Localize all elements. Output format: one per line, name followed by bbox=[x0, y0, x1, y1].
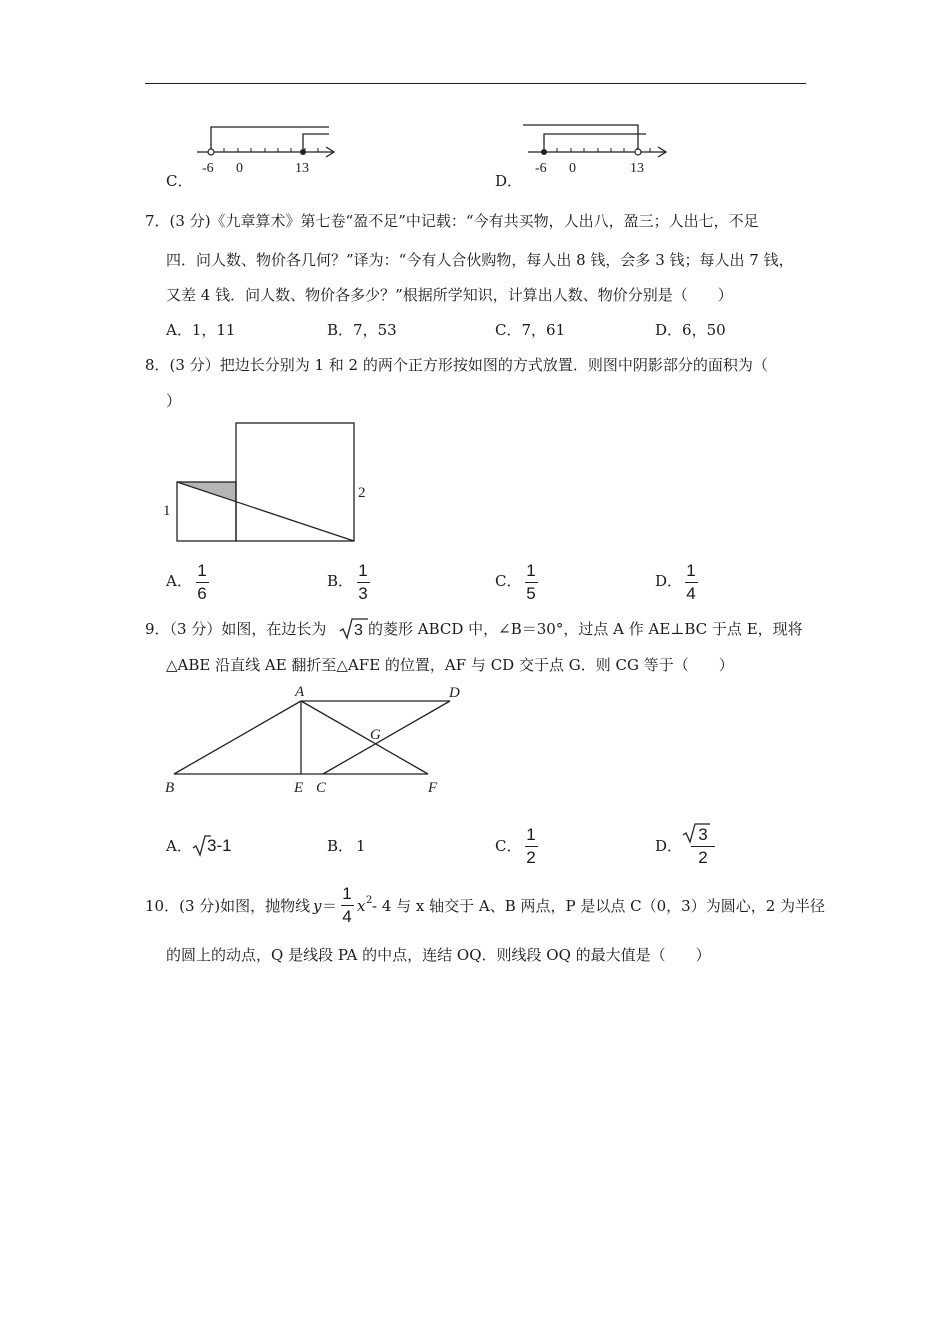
q8-option-a-fraction bbox=[192, 561, 212, 604]
point-label-f: F bbox=[428, 780, 438, 796]
q7-line-2: 四．问人数、物价各几何？”译为：“今有人合伙购物，每人出 8 钱，会多 3 钱；每人出 7 钱， bbox=[166, 251, 794, 269]
denominator: 2 bbox=[526, 848, 536, 867]
q8-option-b-label: B． bbox=[327, 572, 354, 590]
q9-line-1b: 的菱形 ABCD 中，∠B＝30°，过点 A 作 AE⊥BC 于点 E，现将 bbox=[368, 620, 803, 638]
number-line-d bbox=[520, 122, 675, 177]
numerator: 1 bbox=[526, 561, 536, 580]
q9-option-d-fraction bbox=[690, 825, 716, 868]
q8-line-1: 8．(3 分）把边长分别为 1 和 2 的两个正方形按如图的方式放置．则图中阴影部分的面积为（ bbox=[145, 356, 768, 374]
denominator: 3 bbox=[358, 584, 368, 603]
tick-label: 0 bbox=[236, 161, 243, 176]
tick-label: 13 bbox=[295, 161, 309, 176]
q10-fraction bbox=[337, 884, 357, 927]
q7-option-a: A．1，11 bbox=[166, 321, 236, 339]
q10-line-1a: 10．(3 分)如图，抛物线 bbox=[145, 897, 311, 915]
side-label-2: 2 bbox=[358, 485, 366, 501]
q8-option-c-label: C． bbox=[495, 572, 522, 590]
q9-option-b-label: B． bbox=[327, 837, 354, 855]
q6-option-d: D． bbox=[495, 172, 523, 190]
denominator: 6 bbox=[197, 584, 207, 603]
q9-option-b-value: 1 bbox=[356, 837, 366, 855]
side-label-1: 1 bbox=[163, 503, 171, 519]
q9-sqrt-radicand: 3 bbox=[354, 622, 363, 639]
q9-option-c-fraction bbox=[521, 825, 541, 868]
denominator: 4 bbox=[342, 907, 352, 926]
q7-line-3: 又差 4 钱．问人数、物价各多少？”根据所学知识，计算出人数、物价分别是（ ） bbox=[166, 286, 733, 304]
point-label-g: G bbox=[370, 727, 381, 743]
q8-option-b-fraction bbox=[353, 561, 373, 604]
numerator: 1 bbox=[686, 561, 696, 580]
numerator: 1 bbox=[358, 561, 368, 580]
q7-line-1: 7．(3 分)《九章算术》第七卷“盈不足”中记载：“今有共买物，人出八，盈三；人出七，不足 bbox=[145, 212, 759, 230]
q9-line-1a: 9．（3 分）如图，在边长为 bbox=[145, 620, 327, 638]
point-label-b: B bbox=[165, 780, 175, 796]
q10-line-2: 的圆上的动点，Q 是线段 PA 的中点，连结 OQ．则线段 OQ 的最大值是（ ） bbox=[166, 946, 711, 964]
q10-x: x bbox=[357, 897, 366, 915]
denominator: 5 bbox=[526, 584, 536, 603]
q9-option-a-value: 3-1 bbox=[207, 836, 232, 855]
q10-sup: 2 bbox=[366, 895, 373, 906]
point-label-a: A bbox=[295, 684, 305, 700]
q8-option-c-fraction bbox=[521, 561, 541, 604]
q10-eq: ＝ bbox=[322, 897, 338, 915]
q8-option-a-label: A． bbox=[166, 572, 192, 590]
point-label-d: D bbox=[449, 685, 460, 701]
q9-line-2: △ABE 沿直线 AE 翻折至△AFE 的位置，AF 与 CD 交于点 G．则 CG 等于（ ） bbox=[166, 656, 734, 674]
point-label-c: C bbox=[316, 780, 327, 796]
q8-option-d-fraction bbox=[681, 561, 701, 604]
numerator: 1 bbox=[197, 561, 207, 580]
numerator: 1 bbox=[526, 825, 536, 844]
q10-line-1b: - 4 与 x 轴交于 A、B 两点，P 是以点 C（0，3）为圆心，2 为半径 bbox=[372, 897, 826, 915]
q6-option-c: C． bbox=[166, 172, 193, 190]
q9-rhombus-figure bbox=[160, 682, 475, 797]
tick-label: 13 bbox=[630, 161, 644, 176]
q7-option-d: D．6，50 bbox=[655, 321, 726, 339]
point-label-e: E bbox=[294, 780, 304, 796]
denominator: 2 bbox=[698, 848, 708, 867]
tick-label: -6 bbox=[202, 161, 214, 176]
tick-label: -6 bbox=[535, 161, 547, 176]
header-rule bbox=[145, 83, 806, 84]
q9-option-a-label: A． bbox=[166, 837, 192, 855]
q8-option-d-label: D． bbox=[655, 572, 683, 590]
q10-y: y bbox=[313, 897, 322, 915]
number-line-c bbox=[195, 122, 345, 177]
denominator: 4 bbox=[686, 584, 696, 603]
q8-squares-figure bbox=[155, 418, 380, 548]
q9-option-c-label: C． bbox=[495, 837, 522, 855]
q9-option-d-label: D． bbox=[655, 837, 683, 855]
q7-option-c: C．7，61 bbox=[495, 321, 566, 339]
q7-option-b: B．7，53 bbox=[327, 321, 397, 339]
q8-line-2: ） bbox=[166, 392, 182, 410]
numerator: 1 bbox=[342, 884, 352, 903]
tick-label: 0 bbox=[569, 161, 576, 176]
numerator: 3 bbox=[698, 825, 708, 844]
